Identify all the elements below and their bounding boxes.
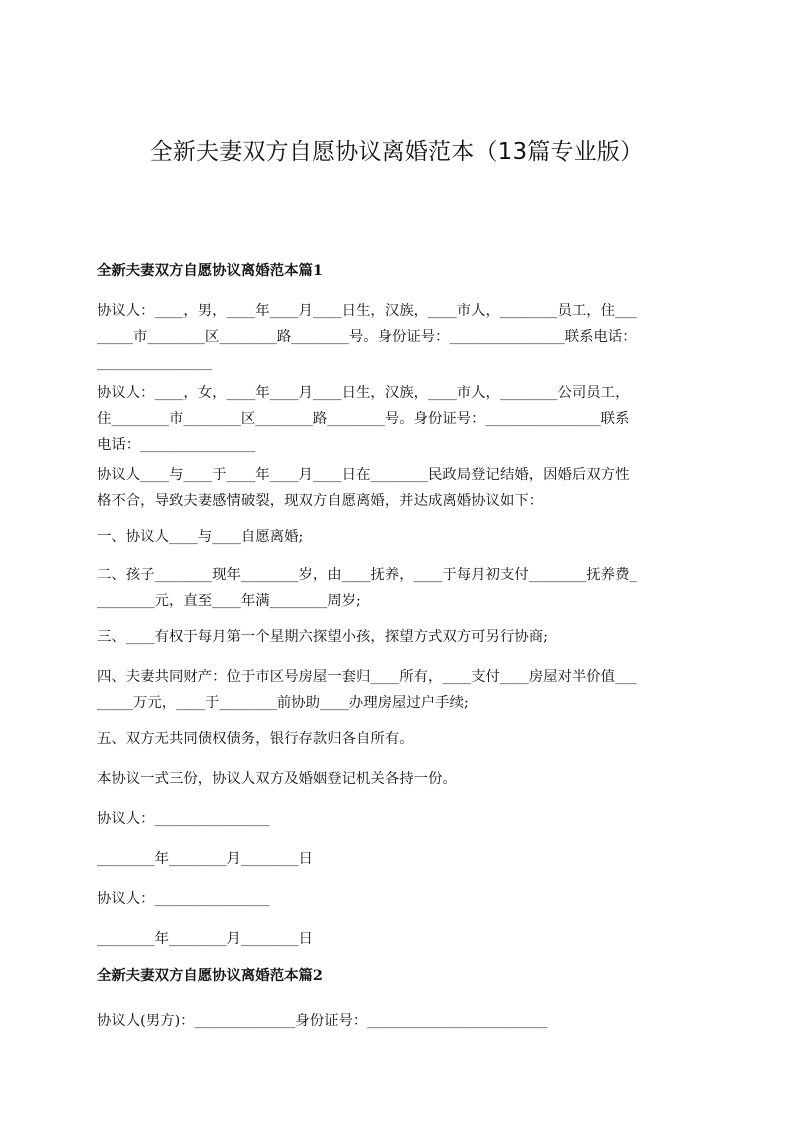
text-line: _____万元，____于________前协助____办理房屋过户手续; [97, 695, 469, 711]
clause-1: 一、协议人____与____自愿离婚; [97, 529, 304, 545]
text-line: 协议人____与____于____年____月____日在________民政局登记结婚，因婚后双方性 [97, 467, 630, 483]
clause-3: 三、____有权于每月第一个星期六探望小孩，探望方式双方可另行协商; [97, 629, 548, 645]
text-line: ________________ [97, 355, 213, 371]
paragraph-marriage-info [97, 462, 709, 514]
copies-statement: 本协议一式三份，协议人双方及婚姻登记机关各持一份。 [97, 771, 457, 787]
text-line: _____市________区________路________号。身份证号：________________联系电话： [97, 329, 637, 345]
text-line: 二、孩子________现年________岁，由____抚养，____于每月初支付________抚养费_ [97, 567, 637, 583]
text-line: 住________市________区________路________号。身份证号：________________联系 [97, 411, 630, 427]
signature-line-2: 协议人：________________ [97, 891, 270, 907]
date-line-2: ________年________月________日 [97, 931, 313, 947]
section-heading-1: 全新夫妻双方自愿协议离婚范本篇1 [97, 262, 323, 279]
text-line: 协议人：____，女，____年____月____日生，汉族，____市人，________公司员工， [97, 385, 630, 401]
text-line: 协议人：____，男，____年____月____日生，汉族，____市人，________员工，住___ [97, 303, 637, 319]
section-heading-2: 全新夫妻双方自愿协议离婚范本篇2 [97, 967, 323, 984]
paragraph-male-party [97, 298, 709, 376]
document-title: 全新夫妻双方自愿协议离婚范本（13篇专业版） [149, 139, 644, 165]
date-line-1: ________年________月________日 [97, 851, 313, 867]
paragraph-male-party-2: 协议人(男方)：______________身份证号：_________________________ [97, 1013, 548, 1029]
clause-2 [97, 562, 709, 614]
text-line: 四、夫妻共同财产：位于市区号房屋一套归____所有，____支付____房屋对半价值___ [97, 669, 637, 685]
text-line: 电话：________________ [97, 437, 256, 453]
text-line: ________元，直至____年满________周岁; [97, 593, 361, 609]
clause-4 [97, 664, 709, 716]
clause-5: 五、双方无共同债权债务，银行存款归各自所有。 [97, 731, 414, 747]
text-line: 格不合，导致夫妻感情破裂，现双方自愿离婚，并达成离婚协议如下： [97, 493, 544, 509]
signature-line-1: 协议人：________________ [97, 811, 270, 827]
paragraph-female-party [97, 380, 709, 458]
